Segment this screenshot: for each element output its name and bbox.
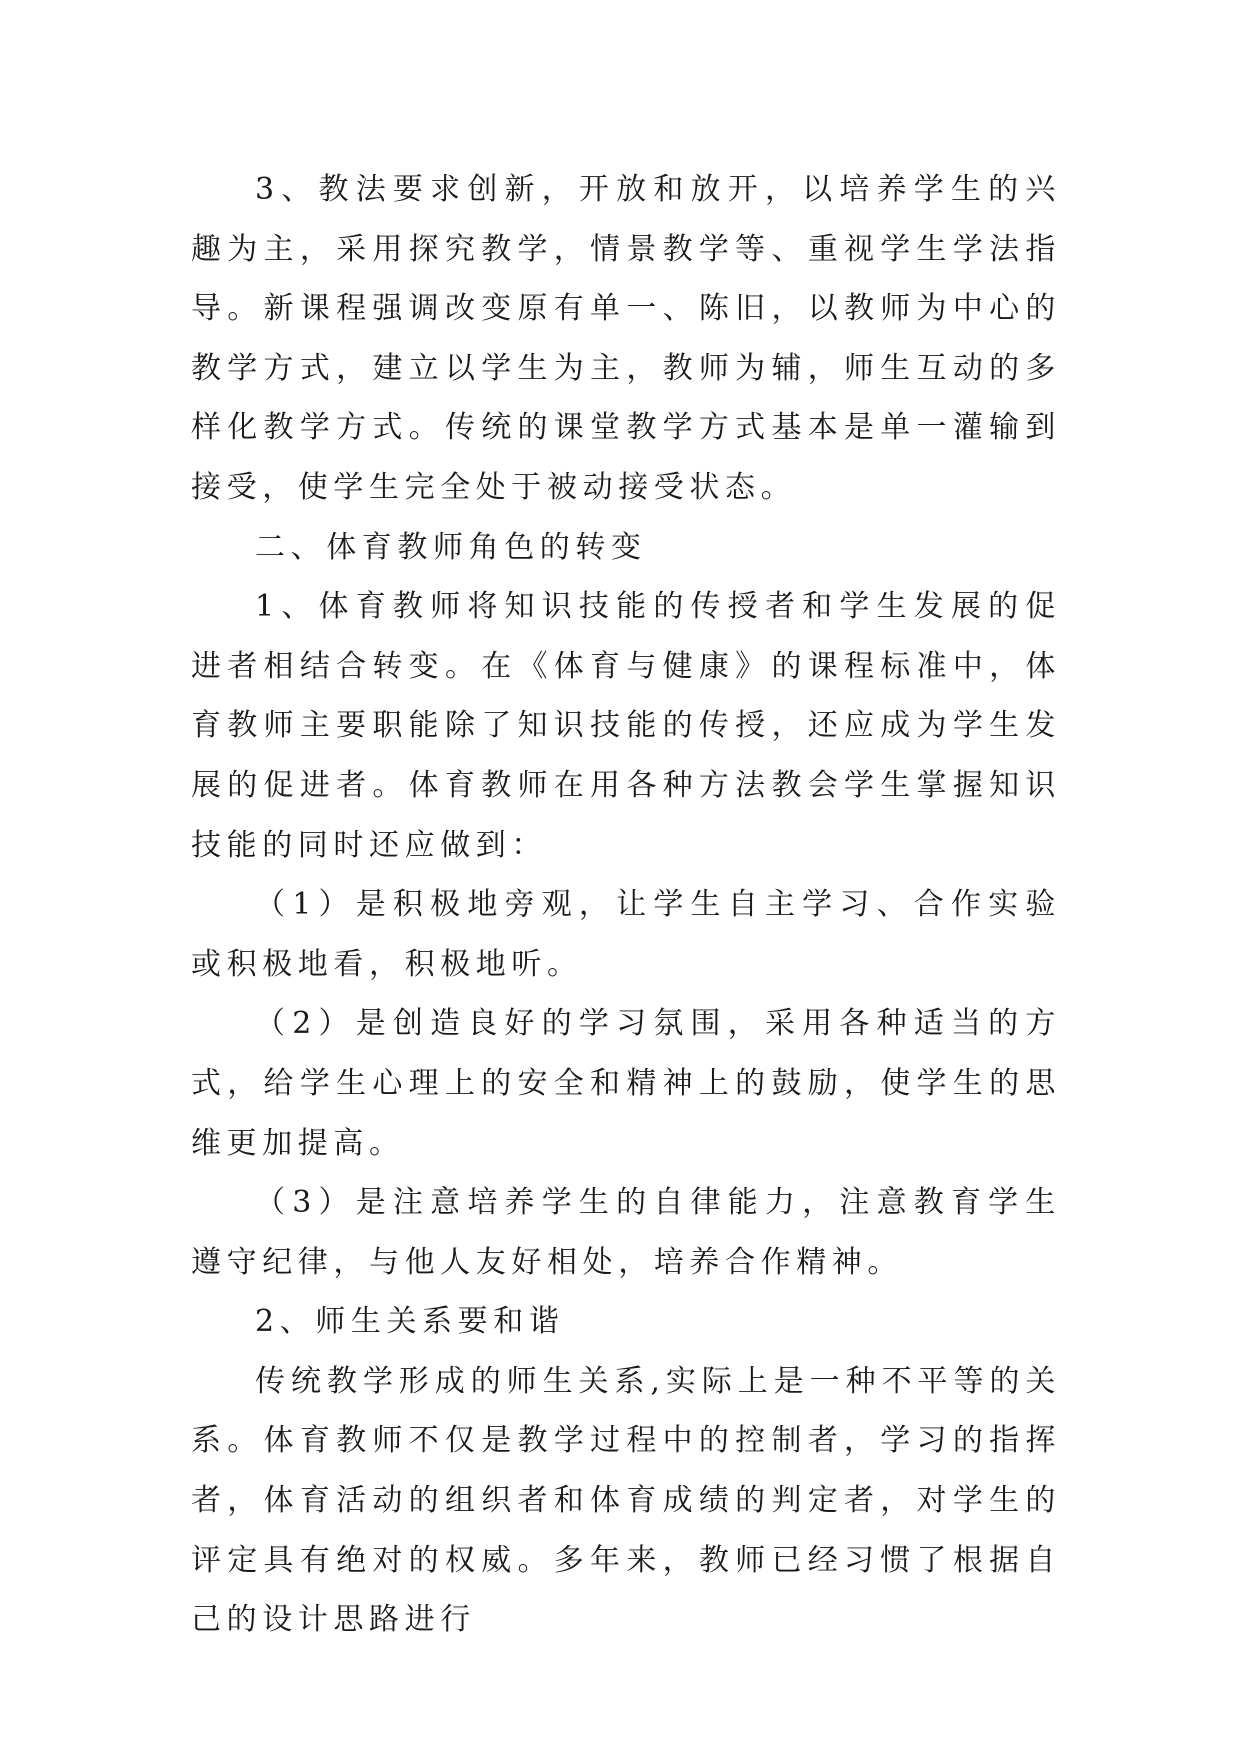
list-item-self-discipline: （3）是注意培养学生的自律能力，注意教育学生遵守纪律，与他人友好相处，培养合作精神。 — [191, 1185, 1061, 1280]
list-item-learning-atmosphere: （2）是创造良好的学习氛围，采用各种适当的方式，给学生心理上的安全和精神上的鼓励，使学生的思维更加提高。 — [191, 1006, 1061, 1161]
paragraph-teacher-as-promoter: 1、体育教师将知识技能的传授者和学生发展的促进者相结合转变。在《体育与健康》的课程标准中，体育教师主要职能除了知识技能的传授，还应成为学生发展的促进者。体育教师在用各种方法教会学生掌握知识技能的同时还应做到： — [191, 589, 1061, 863]
section-heading-teacher-role-change: 二、体育教师角色的转变 — [255, 529, 647, 565]
list-item-active-observation: （1）是积极地旁观，让学生自主学习、合作实验或积极地看，积极地听。 — [191, 887, 1061, 982]
document-body — [191, 160, 1061, 1650]
paragraph-teaching-method-innovation: 3、教法要求创新，开放和放开，以培养学生的兴趣为主，采用探究教学，情景教学等、重视学生学法指导。新课程强调改变原有单一、陈旧，以教师为中心的教学方式，建立以学生为主，教师为辅，师生互动的多样化教学方式。传统的课堂教学方式基本是单一灌输到接受，使学生完全处于被动接受状态。 — [191, 172, 1061, 505]
paragraph-traditional-relationship: 传统教学形成的师生关系,实际上是一种不平等的关系。体育教师不仅是教学过程中的控制者，学习的指挥者，体育活动的组织者和体育成绩的判定者，对学生的评定具有绝对的权威。多年来，教师已经习惯了根据自己的设计思路进行 — [191, 1363, 1061, 1638]
subheading-harmonious-relationship: 2、师生关系要和谐 — [255, 1304, 565, 1340]
